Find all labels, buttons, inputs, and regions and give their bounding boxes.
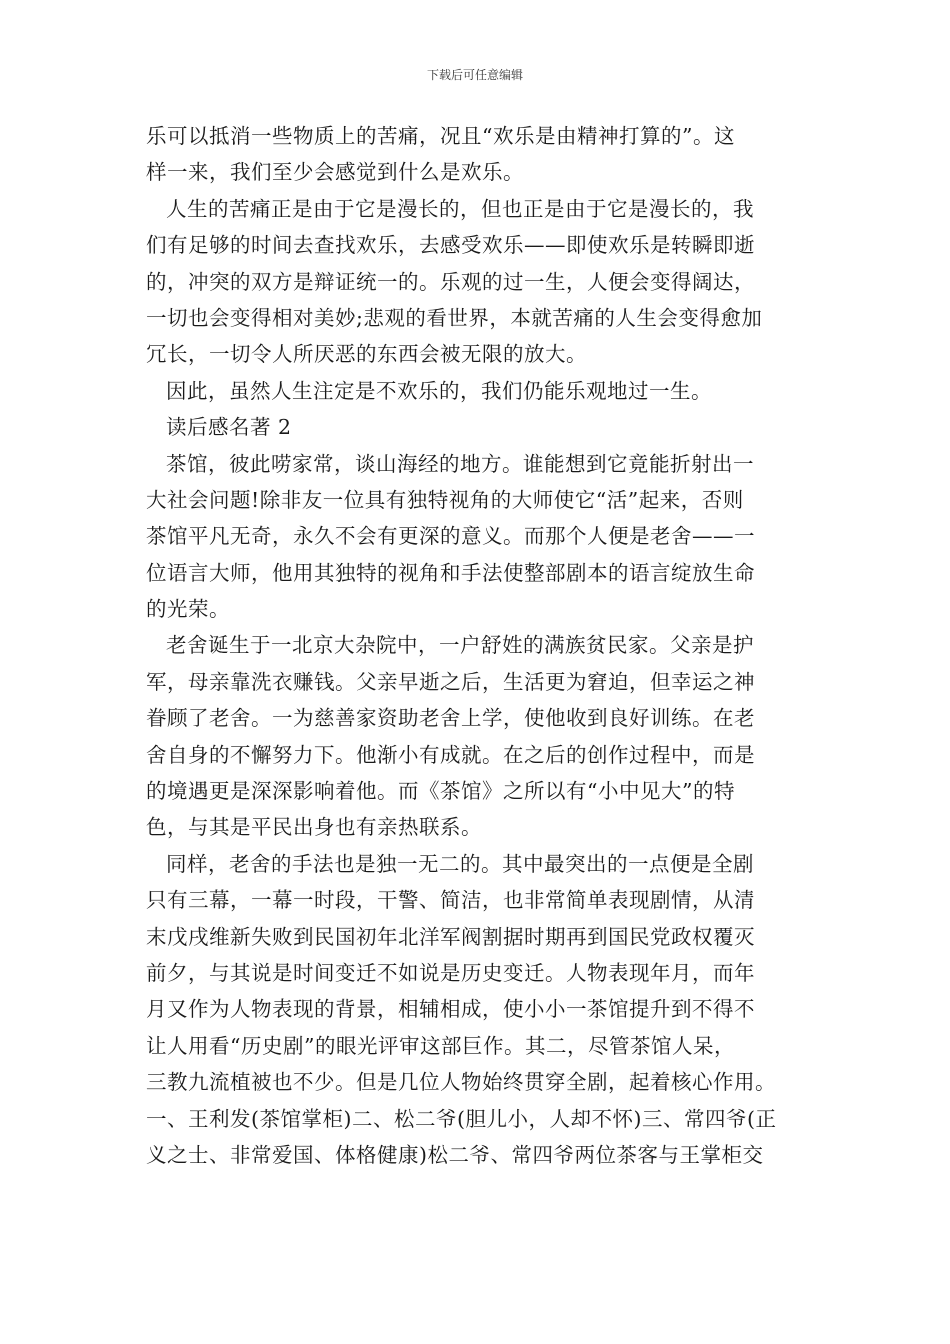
text-line: 眷顾了老舍。一为慈善家资助老舍上学，使他收到良好训练。在老 — [146, 706, 755, 731]
text-line: 舍自身的不懈努力下。他渐小有成就。在之后的创作过程中，而是 — [146, 742, 755, 767]
text-line: 末戊戌维新失败到民国初年北洋军阀割据时期再到国民党政权覆灭 — [146, 924, 755, 949]
text-line: 让人用看“历史剧”的眼光评审这部巨作。其二，尽管茶馆人呆， — [146, 1033, 735, 1058]
text-line: 的境遇更是深深影响着他。而《茶馆》之所以有“小中见大”的特 — [146, 779, 735, 804]
text-line: 老舍诞生于一北京大杂院中，一户舒姓的满族贫民家。父亲是护 — [166, 633, 754, 658]
text-line: 一切也会变得相对美妙;悲观的看世界，本就苦痛的人生会变得愈加 — [146, 305, 763, 330]
text-line: 色，与其是平民出身也有亲热联系。 — [146, 815, 482, 840]
text-line: 茶馆，彼此唠家常，谈山海经的地方。谁能想到它竟能折射出一 — [166, 451, 754, 476]
page-header: 下载后可任意编辑 — [426, 68, 523, 82]
text-line: 前夕，与其说是时间变迁不如说是历史变迁。人物表现年月，而年 — [146, 960, 755, 985]
text-line: 茶馆平凡无奇，永久不会有更深的意义。而那个人便是老舍——一 — [146, 524, 755, 549]
text-line: 乐可以抵消一些物质上的苦痛，况且“欢乐是由精神打算的”。这 — [146, 124, 735, 148]
text-line: 一、王利发(茶馆掌柜)二、松二爷(胆儿小，人却不怀)三、常四爷(正 — [146, 1106, 777, 1131]
text-line: 三教九流植被也不少。但是几位人物始终贯穿全剧，起着核心作用。 — [146, 1070, 776, 1095]
text-line: 义之士、非常爱国、体格健康)松二爷、常四爷两位茶客与王掌柜交 — [146, 1142, 764, 1167]
text-line: 们有足够的时间去查找欢乐，去感受欢乐——即使欢乐是转瞬即逝 — [146, 233, 755, 258]
text-line: 只有三幕，一幕一时段，干警、简洁，也非常简单表现剧情，从清 — [146, 888, 755, 913]
text-line: 位语言大师，他用其独特的视角和手法使整部剧本的语言绽放生命 — [146, 560, 755, 585]
text-line: 的光荣。 — [146, 597, 230, 622]
text-line: 军，母亲靠洗衣赚钱。父亲早逝之后，生活更为窘迫，但幸运之神 — [146, 669, 755, 694]
body-text — [146, 118, 826, 1173]
text-line: 大社会问题!除非友一位具有独特视角的大师使它“活”起来，否则 — [146, 487, 744, 512]
text-line: 人生的苦痛正是由于它是漫长的，但也正是由于它是漫长的，我 — [166, 196, 754, 221]
text-line: 月又作为人物表现的背景，相辅相成，使小小一茶馆提升到不得不 — [146, 997, 755, 1022]
text-line: 样一来，我们至少会感觉到什么是欢乐。 — [146, 160, 524, 185]
text-line: 冗长，一切令人所厌恶的东西会被无限的放大。 — [146, 342, 587, 367]
text-line: 同样，老舍的手法也是独一无二的。其中最突出的一点便是全剧 — [166, 851, 754, 876]
text-line: 读后感名著 2 — [166, 415, 292, 440]
text-line: 的，冲突的双方是辩证统一的。乐观的过一生，人便会变得阔达， — [146, 269, 755, 294]
text-line: 因此，虽然人生注定是不欢乐的，我们仍能乐观地过一生。 — [166, 378, 712, 403]
